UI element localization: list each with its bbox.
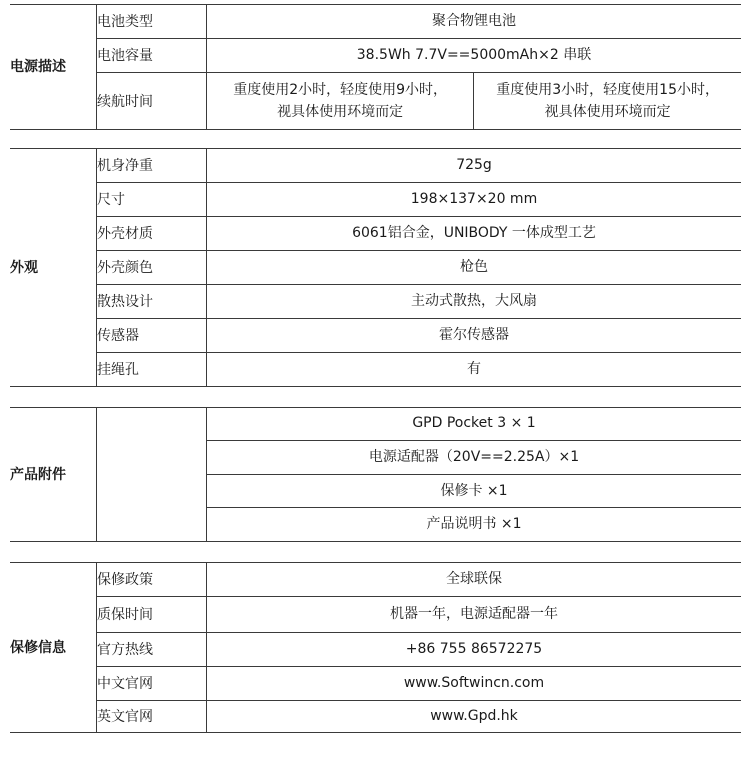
accessory-item: 保修卡 ×1 — [207, 474, 742, 507]
accessory-item: 电源适配器（20V==2.25A）×1 — [207, 440, 742, 474]
table-row — [10, 72, 741, 129]
table-row — [10, 700, 741, 732]
row-value: 6061铝合金，UNIBODY 一体成型工艺 — [207, 216, 742, 250]
accessory-item: 产品说明书 ×1 — [207, 507, 742, 541]
table-row — [10, 4, 741, 38]
table-row — [10, 284, 741, 318]
row-value: 有 — [207, 352, 742, 386]
appearance-table — [10, 148, 741, 387]
row-value: 725g — [207, 148, 742, 182]
row-label: 尺寸 — [97, 182, 207, 216]
table-row — [10, 632, 741, 666]
category-accessories: 产品附件 — [10, 407, 97, 541]
table-row — [10, 318, 741, 352]
row-label: 官方热线 — [97, 632, 207, 666]
accessories-label-empty — [97, 407, 207, 541]
row-label: 质保时间 — [97, 596, 207, 632]
table-row — [10, 666, 741, 700]
row-label: 电池容量 — [97, 38, 207, 72]
runtime-right-line2: 视具体使用环境而定 — [544, 103, 671, 120]
row-label: 中文官网 — [97, 666, 207, 700]
row-value: 霍尔传感器 — [207, 318, 742, 352]
runtime-left-line1: 重度使用2小时，轻度使用9小时， — [233, 81, 448, 98]
row-label: 传感器 — [97, 318, 207, 352]
row-label: 续航时间 — [97, 72, 207, 129]
row-value: 38.5Wh 7.7V==5000mAh×2 串联 — [207, 38, 742, 72]
table-row — [10, 182, 741, 216]
table-row — [10, 407, 741, 440]
table-row — [10, 38, 741, 72]
table-row — [10, 250, 741, 284]
runtime-left-line2: 视具体使用环境而定 — [277, 103, 404, 120]
row-label: 挂绳孔 — [97, 352, 207, 386]
row-label: 英文官网 — [97, 700, 207, 732]
appearance-section — [10, 148, 741, 387]
row-label: 电池类型 — [97, 4, 207, 38]
warranty-section — [10, 562, 741, 733]
row-value: 聚合物锂电池 — [207, 4, 742, 38]
row-value: 机器一年，电源适配器一年 — [207, 596, 742, 632]
row-value: 全球联保 — [207, 562, 742, 596]
row-label: 外壳材质 — [97, 216, 207, 250]
accessories-section — [10, 407, 741, 542]
table-row — [10, 562, 741, 596]
runtime-right-line1: 重度使用3小时，轻度使用15小时， — [496, 81, 719, 98]
power-table — [10, 4, 741, 130]
row-value: 枪色 — [207, 250, 742, 284]
table-row — [10, 148, 741, 182]
accessories-table — [10, 407, 741, 542]
runtime-left — [207, 72, 474, 129]
category-warranty: 保修信息 — [10, 562, 97, 732]
row-label: 机身净重 — [97, 148, 207, 182]
runtime-right — [474, 72, 741, 129]
row-value: www.Gpd.hk — [207, 700, 742, 732]
category-appearance: 外观 — [10, 148, 97, 386]
section-top-border — [10, 4, 741, 5]
row-label: 散热设计 — [97, 284, 207, 318]
row-label: 保修政策 — [97, 562, 207, 596]
table-row — [10, 596, 741, 632]
warranty-table — [10, 562, 741, 733]
row-value: 198×137×20 mm — [207, 182, 742, 216]
row-value: www.Softwincn.com — [207, 666, 742, 700]
table-row — [10, 216, 741, 250]
table-row — [10, 352, 741, 386]
row-value: 主动式散热，大风扇 — [207, 284, 742, 318]
power-section — [10, 4, 741, 130]
accessory-item: GPD Pocket 3 × 1 — [207, 407, 742, 440]
row-label: 外壳颜色 — [97, 250, 207, 284]
row-value: +86 755 86572275 — [207, 632, 742, 666]
category-power: 电源描述 — [10, 4, 97, 129]
